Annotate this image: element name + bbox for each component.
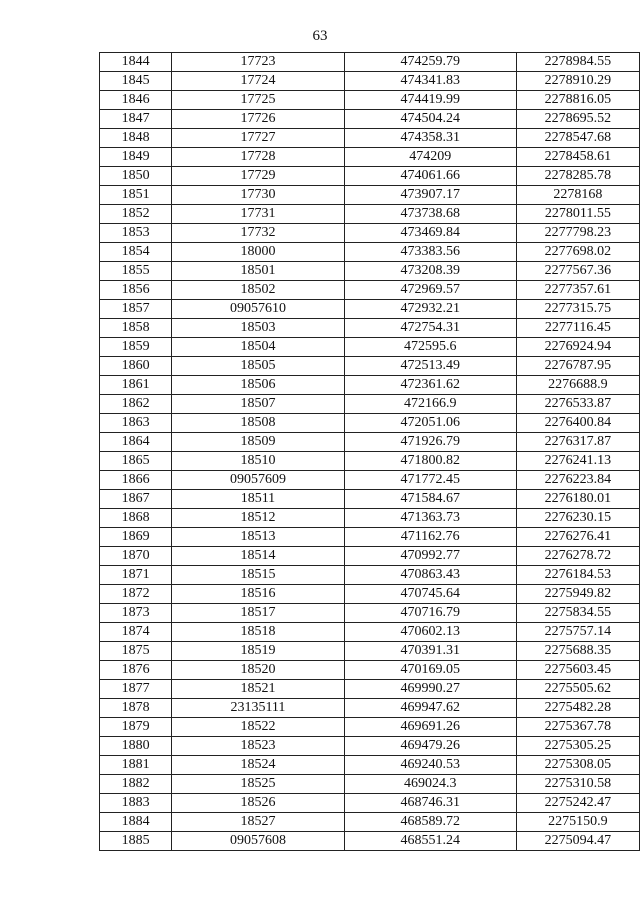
- coordinates-table: [99, 52, 640, 851]
- y-coordinate-cell: 2275757.14: [516, 623, 639, 642]
- x-coordinate-cell: 469947.62: [344, 699, 516, 718]
- table-row: [100, 642, 640, 661]
- row-index-cell: 1860: [100, 357, 172, 376]
- table-row: [100, 832, 640, 851]
- point-id-cell: 18516: [172, 585, 344, 604]
- table-row: [100, 737, 640, 756]
- row-index-cell: 1862: [100, 395, 172, 414]
- table-row: [100, 433, 640, 452]
- y-coordinate-cell: 2277315.75: [516, 300, 639, 319]
- row-index-cell: 1872: [100, 585, 172, 604]
- y-coordinate-cell: 2278816.05: [516, 91, 639, 110]
- coordinates-table-body: [100, 53, 640, 851]
- table-row: [100, 604, 640, 623]
- point-id-cell: 09057609: [172, 471, 344, 490]
- y-coordinate-cell: 2276241.13: [516, 452, 639, 471]
- y-coordinate-cell: 2278168: [516, 186, 639, 205]
- x-coordinate-cell: 468589.72: [344, 813, 516, 832]
- page-number: 63: [312, 28, 328, 44]
- table-row: [100, 718, 640, 737]
- point-id-cell: 18525: [172, 775, 344, 794]
- point-id-cell: 18511: [172, 490, 344, 509]
- row-index-cell: 1859: [100, 338, 172, 357]
- point-id-cell: 18501: [172, 262, 344, 281]
- row-index-cell: 1848: [100, 129, 172, 148]
- table-row: [100, 186, 640, 205]
- point-id-cell: 18513: [172, 528, 344, 547]
- x-coordinate-cell: 470391.31: [344, 642, 516, 661]
- table-row: [100, 224, 640, 243]
- point-id-cell: 18503: [172, 319, 344, 338]
- x-coordinate-cell: 471926.79: [344, 433, 516, 452]
- point-id-cell: 18510: [172, 452, 344, 471]
- y-coordinate-cell: 2276688.9: [516, 376, 639, 395]
- y-coordinate-cell: 2278984.55: [516, 53, 639, 72]
- x-coordinate-cell: 474209: [344, 148, 516, 167]
- y-coordinate-cell: 2276230.15: [516, 509, 639, 528]
- row-index-cell: 1850: [100, 167, 172, 186]
- row-index-cell: 1885: [100, 832, 172, 851]
- y-coordinate-cell: 2275308.05: [516, 756, 639, 775]
- y-coordinate-cell: 2277798.23: [516, 224, 639, 243]
- row-index-cell: 1879: [100, 718, 172, 737]
- x-coordinate-cell: 468551.24: [344, 832, 516, 851]
- x-coordinate-cell: 471162.76: [344, 528, 516, 547]
- point-id-cell: 18522: [172, 718, 344, 737]
- table-row: [100, 471, 640, 490]
- point-id-cell: 18521: [172, 680, 344, 699]
- y-coordinate-cell: 2278695.52: [516, 110, 639, 129]
- x-coordinate-cell: 470169.05: [344, 661, 516, 680]
- x-coordinate-cell: 472969.57: [344, 281, 516, 300]
- point-id-cell: 17729: [172, 167, 344, 186]
- point-id-cell: 18527: [172, 813, 344, 832]
- point-id-cell: 09057610: [172, 300, 344, 319]
- y-coordinate-cell: 2276787.95: [516, 357, 639, 376]
- row-index-cell: 1845: [100, 72, 172, 91]
- y-coordinate-cell: 2275094.47: [516, 832, 639, 851]
- y-coordinate-cell: 2277698.02: [516, 243, 639, 262]
- point-id-cell: 17730: [172, 186, 344, 205]
- row-index-cell: 1876: [100, 661, 172, 680]
- point-id-cell: 18507: [172, 395, 344, 414]
- x-coordinate-cell: 469024.3: [344, 775, 516, 794]
- x-coordinate-cell: 471363.73: [344, 509, 516, 528]
- y-coordinate-cell: 2275310.58: [516, 775, 639, 794]
- x-coordinate-cell: 470716.79: [344, 604, 516, 623]
- point-id-cell: 18504: [172, 338, 344, 357]
- table-row: [100, 281, 640, 300]
- y-coordinate-cell: 2275603.45: [516, 661, 639, 680]
- table-row: [100, 243, 640, 262]
- y-coordinate-cell: 2275505.62: [516, 680, 639, 699]
- point-id-cell: 18515: [172, 566, 344, 585]
- row-index-cell: 1844: [100, 53, 172, 72]
- x-coordinate-cell: 472051.06: [344, 414, 516, 433]
- y-coordinate-cell: 2275688.35: [516, 642, 639, 661]
- x-coordinate-cell: 472932.21: [344, 300, 516, 319]
- table-row: [100, 395, 640, 414]
- x-coordinate-cell: 471800.82: [344, 452, 516, 471]
- x-coordinate-cell: 472513.49: [344, 357, 516, 376]
- y-coordinate-cell: 2278285.78: [516, 167, 639, 186]
- point-id-cell: 18523: [172, 737, 344, 756]
- y-coordinate-cell: 2277116.45: [516, 319, 639, 338]
- y-coordinate-cell: 2276223.84: [516, 471, 639, 490]
- y-coordinate-cell: 2277567.36: [516, 262, 639, 281]
- point-id-cell: 18519: [172, 642, 344, 661]
- y-coordinate-cell: 2276278.72: [516, 547, 639, 566]
- x-coordinate-cell: 470863.43: [344, 566, 516, 585]
- y-coordinate-cell: 2277357.61: [516, 281, 639, 300]
- table-row: [100, 167, 640, 186]
- table-row: [100, 338, 640, 357]
- point-id-cell: 09057608: [172, 832, 344, 851]
- row-index-cell: 1853: [100, 224, 172, 243]
- table-row: [100, 53, 640, 72]
- y-coordinate-cell: 2276184.53: [516, 566, 639, 585]
- table-row: [100, 794, 640, 813]
- table-row: [100, 661, 640, 680]
- row-index-cell: 1865: [100, 452, 172, 471]
- table-row: [100, 680, 640, 699]
- table-row: [100, 756, 640, 775]
- point-id-cell: 17732: [172, 224, 344, 243]
- row-index-cell: 1855: [100, 262, 172, 281]
- row-index-cell: 1874: [100, 623, 172, 642]
- row-index-cell: 1877: [100, 680, 172, 699]
- y-coordinate-cell: 2275242.47: [516, 794, 639, 813]
- x-coordinate-cell: 473383.56: [344, 243, 516, 262]
- point-id-cell: 18000: [172, 243, 344, 262]
- x-coordinate-cell: 474504.24: [344, 110, 516, 129]
- y-coordinate-cell: 2275482.28: [516, 699, 639, 718]
- table-row: [100, 110, 640, 129]
- row-index-cell: 1881: [100, 756, 172, 775]
- x-coordinate-cell: 468746.31: [344, 794, 516, 813]
- y-coordinate-cell: 2276924.94: [516, 338, 639, 357]
- row-index-cell: 1861: [100, 376, 172, 395]
- table-row: [100, 148, 640, 167]
- row-index-cell: 1869: [100, 528, 172, 547]
- point-id-cell: 18502: [172, 281, 344, 300]
- x-coordinate-cell: 469990.27: [344, 680, 516, 699]
- point-id-cell: 17731: [172, 205, 344, 224]
- table-row: [100, 205, 640, 224]
- x-coordinate-cell: 469479.26: [344, 737, 516, 756]
- x-coordinate-cell: 474061.66: [344, 167, 516, 186]
- x-coordinate-cell: 473469.84: [344, 224, 516, 243]
- row-index-cell: 1857: [100, 300, 172, 319]
- y-coordinate-cell: 2275834.55: [516, 604, 639, 623]
- row-index-cell: 1863: [100, 414, 172, 433]
- y-coordinate-cell: 2275305.25: [516, 737, 639, 756]
- x-coordinate-cell: 473208.39: [344, 262, 516, 281]
- y-coordinate-cell: 2276317.87: [516, 433, 639, 452]
- table-row: [100, 775, 640, 794]
- table-row: [100, 262, 640, 281]
- row-index-cell: 1846: [100, 91, 172, 110]
- row-index-cell: 1868: [100, 509, 172, 528]
- x-coordinate-cell: 472361.62: [344, 376, 516, 395]
- point-id-cell: 18517: [172, 604, 344, 623]
- x-coordinate-cell: 473738.68: [344, 205, 516, 224]
- row-index-cell: 1852: [100, 205, 172, 224]
- row-index-cell: 1873: [100, 604, 172, 623]
- table-row: [100, 528, 640, 547]
- row-index-cell: 1864: [100, 433, 172, 452]
- y-coordinate-cell: 2278910.29: [516, 72, 639, 91]
- x-coordinate-cell: 472754.31: [344, 319, 516, 338]
- table-row: [100, 452, 640, 471]
- point-id-cell: 18514: [172, 547, 344, 566]
- point-id-cell: 17726: [172, 110, 344, 129]
- row-index-cell: 1875: [100, 642, 172, 661]
- x-coordinate-cell: 472595.6: [344, 338, 516, 357]
- table-row: [100, 376, 640, 395]
- x-coordinate-cell: 469240.53: [344, 756, 516, 775]
- point-id-cell: 18518: [172, 623, 344, 642]
- y-coordinate-cell: 2275150.9: [516, 813, 639, 832]
- x-coordinate-cell: 469691.26: [344, 718, 516, 737]
- table-row: [100, 509, 640, 528]
- row-index-cell: 1854: [100, 243, 172, 262]
- x-coordinate-cell: 471584.67: [344, 490, 516, 509]
- table-row: [100, 414, 640, 433]
- y-coordinate-cell: 2275949.82: [516, 585, 639, 604]
- y-coordinate-cell: 2276400.84: [516, 414, 639, 433]
- x-coordinate-cell: 471772.45: [344, 471, 516, 490]
- table-row: [100, 91, 640, 110]
- point-id-cell: 18520: [172, 661, 344, 680]
- row-index-cell: 1880: [100, 737, 172, 756]
- point-id-cell: 23135111: [172, 699, 344, 718]
- row-index-cell: 1867: [100, 490, 172, 509]
- y-coordinate-cell: 2275367.78: [516, 718, 639, 737]
- y-coordinate-cell: 2278458.61: [516, 148, 639, 167]
- x-coordinate-cell: 470745.64: [344, 585, 516, 604]
- x-coordinate-cell: 473907.17: [344, 186, 516, 205]
- row-index-cell: 1858: [100, 319, 172, 338]
- row-index-cell: 1866: [100, 471, 172, 490]
- table-row: [100, 129, 640, 148]
- y-coordinate-cell: 2278547.68: [516, 129, 639, 148]
- x-coordinate-cell: 470992.77: [344, 547, 516, 566]
- row-index-cell: 1870: [100, 547, 172, 566]
- row-index-cell: 1871: [100, 566, 172, 585]
- x-coordinate-cell: 470602.13: [344, 623, 516, 642]
- point-id-cell: 17725: [172, 91, 344, 110]
- y-coordinate-cell: 2278011.55: [516, 205, 639, 224]
- y-coordinate-cell: 2276533.87: [516, 395, 639, 414]
- row-index-cell: 1878: [100, 699, 172, 718]
- table-row: [100, 319, 640, 338]
- x-coordinate-cell: 472166.9: [344, 395, 516, 414]
- row-index-cell: 1856: [100, 281, 172, 300]
- table-row: [100, 585, 640, 604]
- row-index-cell: 1883: [100, 794, 172, 813]
- table-row: [100, 547, 640, 566]
- table-row: [100, 490, 640, 509]
- x-coordinate-cell: 474419.99: [344, 91, 516, 110]
- table-row: [100, 72, 640, 91]
- row-index-cell: 1882: [100, 775, 172, 794]
- point-id-cell: 17724: [172, 72, 344, 91]
- point-id-cell: 17728: [172, 148, 344, 167]
- point-id-cell: 18524: [172, 756, 344, 775]
- point-id-cell: 18526: [172, 794, 344, 813]
- row-index-cell: 1884: [100, 813, 172, 832]
- point-id-cell: 17723: [172, 53, 344, 72]
- table-row: [100, 623, 640, 642]
- y-coordinate-cell: 2276276.41: [516, 528, 639, 547]
- table-row: [100, 813, 640, 832]
- table-row: [100, 566, 640, 585]
- x-coordinate-cell: 474358.31: [344, 129, 516, 148]
- table-row: [100, 357, 640, 376]
- row-index-cell: 1847: [100, 110, 172, 129]
- point-id-cell: 18506: [172, 376, 344, 395]
- point-id-cell: 18512: [172, 509, 344, 528]
- point-id-cell: 18505: [172, 357, 344, 376]
- row-index-cell: 1851: [100, 186, 172, 205]
- point-id-cell: 17727: [172, 129, 344, 148]
- point-id-cell: 18508: [172, 414, 344, 433]
- x-coordinate-cell: 474259.79: [344, 53, 516, 72]
- x-coordinate-cell: 474341.83: [344, 72, 516, 91]
- table-row: [100, 699, 640, 718]
- row-index-cell: 1849: [100, 148, 172, 167]
- point-id-cell: 18509: [172, 433, 344, 452]
- table-row: [100, 300, 640, 319]
- y-coordinate-cell: 2276180.01: [516, 490, 639, 509]
